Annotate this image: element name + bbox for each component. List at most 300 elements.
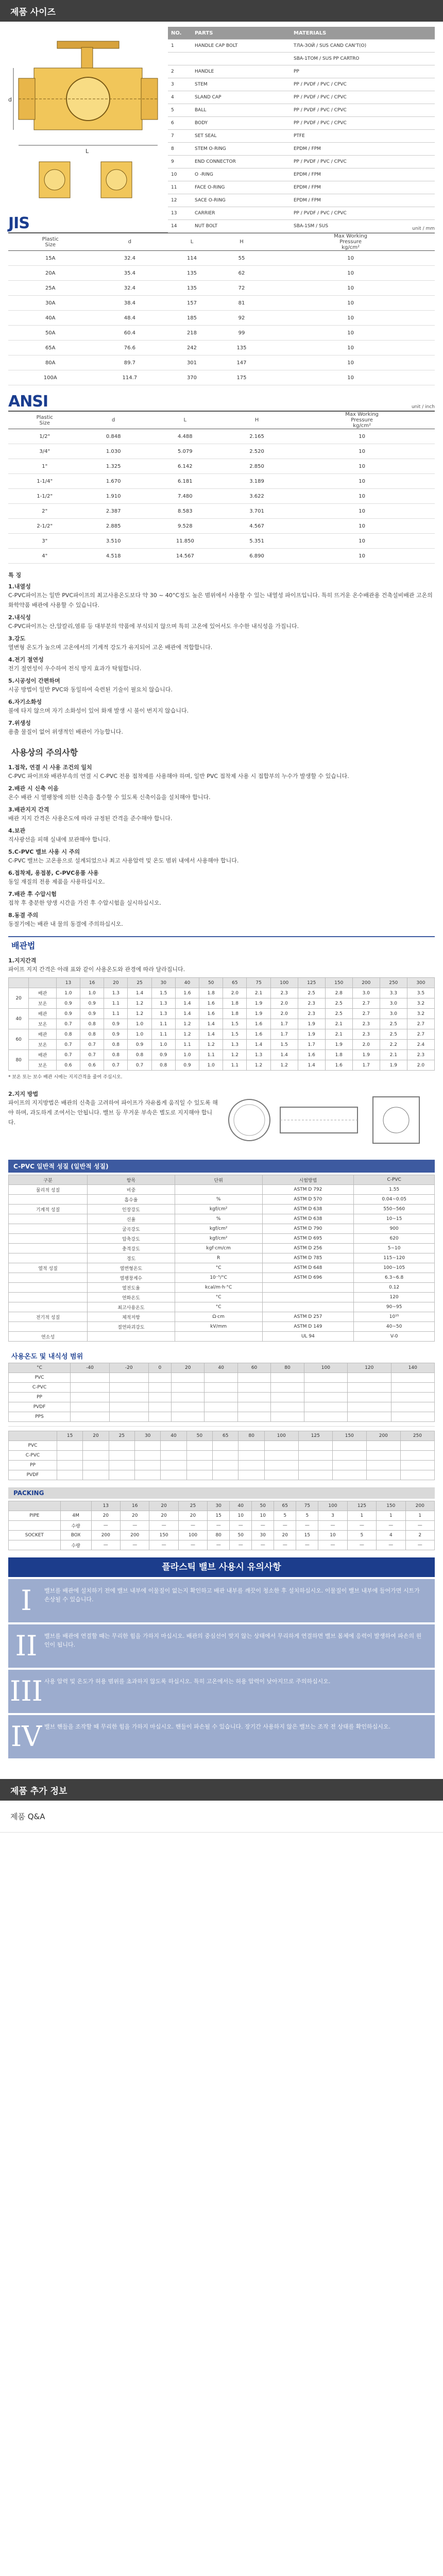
support-col-header [29, 978, 57, 988]
support-cell: 1.4 [175, 1009, 199, 1019]
support-cell: 2.7 [407, 1019, 434, 1029]
support-cell: 2.3 [407, 1050, 434, 1060]
cpvc-cell: kgf·cm/cm [175, 1244, 262, 1253]
cpvc-cell: ASTM D 638 [262, 1205, 354, 1214]
support-col-header: 75 [247, 978, 270, 988]
feature-item-title: 3.강도 [8, 635, 26, 642]
part-name: BALL [192, 104, 291, 117]
temp-cell [205, 1412, 237, 1422]
support-cell: 1.7 [298, 1040, 325, 1050]
chem-cell [57, 1461, 82, 1470]
feature-item-title: 6.자기소화성 [8, 699, 42, 705]
part-material: PP / PVDF / PVC / CPVC [291, 156, 435, 168]
support-cell: 1.4 [175, 998, 199, 1009]
support-col-header: 16 [80, 978, 104, 988]
support-cell: 1.8 [223, 1009, 247, 1019]
chem-cell: C-PVC [9, 1451, 57, 1461]
packing-col-header: 150 [377, 1501, 405, 1511]
cpvc-cell: kgf/cm² [175, 1234, 262, 1244]
jis-cell: 10 [266, 266, 435, 281]
packing-cell: 20 [149, 1511, 178, 1521]
cpvc-cell: 물리적 성질 [9, 1185, 88, 1195]
support-row [9, 1009, 435, 1019]
chem-cell [366, 1470, 400, 1480]
jis-cell: 185 [167, 311, 217, 326]
jis-cell: 32.4 [92, 281, 167, 296]
packing-cell: — [318, 1521, 347, 1531]
jis-cell: 10 [266, 370, 435, 385]
packing-cell: 2 [405, 1531, 435, 1540]
cpvc-cell [9, 1244, 88, 1253]
cpvc-cell [9, 1293, 88, 1302]
temp-cell [391, 1393, 435, 1402]
cpvc-cell: 연소성 [9, 1332, 88, 1342]
warning-number: III [10, 1675, 43, 1707]
warning-text: 밸브를 배관에 연결할 때는 무리한 힘을 가하지 마십시오. 배관의 중심선이 맞지 않는 상태에서 무리하게 연결하면 밸브 몸체에 응력이 발생하여 파손의 원인이 됩니다. [44, 1633, 422, 1648]
temp-cell [304, 1402, 347, 1412]
jis-cell: 89.7 [92, 355, 167, 370]
qna-title: 제품 Q&A [10, 1812, 45, 1821]
part-name [192, 53, 291, 65]
chem-row [9, 1470, 435, 1480]
support-cell: 3.3 [380, 988, 407, 998]
jis-cell: 35.4 [92, 266, 167, 281]
temp-cell [271, 1402, 304, 1412]
jis-cell: 72 [217, 281, 267, 296]
temp-cell: PVC [9, 1373, 71, 1383]
support-cell: 1.0 [128, 1029, 151, 1040]
cpvc-cell [262, 1302, 354, 1312]
jis-col-header: Plastic Size [8, 233, 92, 251]
cpvc-cell: 0.04~0.05 [354, 1195, 435, 1205]
packing-cell: 30 [252, 1531, 274, 1540]
ansi-cell: 1" [8, 459, 81, 474]
jis-title: JIS [8, 214, 29, 232]
support-cell: 1.3 [151, 998, 175, 1009]
cpvc-cell: V-0 [354, 1332, 435, 1342]
ansi-cell: 10 [289, 519, 435, 534]
temp-col-header: 80 [271, 1363, 304, 1373]
parts-header-no: NO. [168, 27, 192, 40]
cpvc-cell [9, 1224, 88, 1234]
support-row [9, 1019, 435, 1029]
part-name: O -RING [192, 168, 291, 181]
temp-cell [237, 1373, 270, 1383]
part-material: SBA-1SM / SUS [291, 220, 435, 233]
temp-cell [348, 1393, 391, 1402]
packing-cell: 10 [230, 1511, 252, 1521]
chem-cell [161, 1461, 186, 1470]
temp-cell [271, 1412, 304, 1422]
chem-cell [264, 1470, 298, 1480]
packing-cell: 100 [178, 1531, 207, 1540]
cpvc-cell [9, 1195, 88, 1205]
support-cell: 2.7 [352, 998, 380, 1009]
jis-cell: 25A [8, 281, 92, 296]
temp-cell [109, 1383, 148, 1393]
support-temp: 40 [9, 1009, 29, 1029]
cpvc-cell: 0.12 [354, 1283, 435, 1293]
support-cell: 1.9 [247, 1009, 270, 1019]
ansi-cell: 1.910 [81, 489, 145, 504]
packing-col-header: 200 [405, 1501, 435, 1511]
support-cell: 1.5 [151, 988, 175, 998]
cpvc-cell [175, 1332, 262, 1342]
ansi-cell: 4" [8, 549, 81, 564]
ansi-cell: 14.567 [146, 549, 225, 564]
chem-cell: PP [9, 1461, 57, 1470]
packing-cell: — [296, 1540, 318, 1550]
temp-cell [172, 1393, 205, 1402]
temp-cell [205, 1402, 237, 1412]
ansi-col-header: Plastic Size [8, 411, 81, 429]
ansi-cell: 10 [289, 549, 435, 564]
cpvc-row [9, 1273, 435, 1283]
jis-row [8, 341, 435, 355]
feature-item-text: 불에 타지 않으며 자기 소화성이 있어 화재 발생 시 불이 번지지 않습니다. [8, 707, 189, 714]
temp-cell [348, 1383, 391, 1393]
temp-cell [391, 1402, 435, 1412]
temp-cell [71, 1412, 110, 1422]
support-cell: 1.2 [128, 1009, 151, 1019]
temp-row [9, 1412, 435, 1422]
cpvc-cell [262, 1293, 354, 1302]
support-col-header: 50 [199, 978, 223, 988]
support-cell: 1.1 [151, 1019, 175, 1029]
chem-cell [161, 1470, 186, 1480]
support-cell: 3.2 [407, 998, 434, 1009]
ansi-cell: 10 [289, 429, 435, 444]
caution-item-title: 7.배관 후 수압시험 [8, 891, 57, 897]
packing-col-header: 125 [347, 1501, 376, 1511]
jis-cell: 10 [266, 251, 435, 266]
part-material: PP / PVDF / PVC / CPVC [291, 117, 435, 130]
cpvc-cell: 열팽창계수 [88, 1273, 175, 1283]
ansi-table [8, 411, 435, 564]
ansi-cell: 2.850 [225, 459, 289, 474]
caution-item-title: 2.배관 시 신축 이음 [8, 785, 59, 792]
packing-row [9, 1540, 435, 1550]
ansi-cell: 1.030 [81, 444, 145, 459]
ansi-row [8, 474, 435, 489]
jis-row [8, 326, 435, 341]
packing-cell: — [377, 1521, 405, 1531]
packing-cell: — [274, 1521, 296, 1531]
jis-row [8, 296, 435, 311]
chem-cell [109, 1441, 134, 1451]
packing-cell: 15 [208, 1511, 230, 1521]
jis-col-header: d [92, 233, 167, 251]
support-cell: 보온 [29, 1040, 57, 1050]
packing-col-header [9, 1501, 61, 1511]
support-cell: 1.4 [270, 1050, 298, 1060]
part-material: EPDM / FPM [291, 181, 435, 194]
ansi-cell: 3.189 [225, 474, 289, 489]
cpvc-cell: 전기적 성질 [9, 1312, 88, 1322]
part-no: 5 [168, 104, 192, 117]
jis-row [8, 266, 435, 281]
support-cell: 1.3 [223, 1040, 247, 1050]
chem-cell [186, 1470, 212, 1480]
temp-row [9, 1383, 435, 1393]
cpvc-cell: 1.55 [354, 1185, 435, 1195]
support-cell: 1.9 [298, 1029, 325, 1040]
jis-row [8, 311, 435, 326]
feature-item-title: 1.내열성 [8, 583, 31, 590]
feature-item-title: 4.전기 절연성 [8, 656, 44, 663]
cpvc-heading: C-PVC 일반적 성질 (일반적 성질) [8, 1160, 435, 1173]
support-method-text [8, 1087, 218, 1154]
cpvc-cell: 620 [354, 1234, 435, 1244]
packing-cell: 80 [208, 1531, 230, 1540]
feature-item-text: C-PVC파이프는 일반 PVC파이프의 최고사용온도보다 약 30 ~ 40°C정도 높은 범위에서 사용할 수 있는 내열성 파이프입니다. 특히 뜨거운 온수배관용 건축설비배관 고온의 화학약품 배관에 사용할 수 있습니다. [8, 592, 433, 608]
ansi-col-header: Max Working Pressure kg/cm² [289, 411, 435, 429]
chem-col-header: 65 [213, 1431, 238, 1441]
jis-table [8, 232, 435, 385]
cpvc-row [9, 1195, 435, 1205]
part-no: 12 [168, 194, 192, 207]
cpvc-row [9, 1205, 435, 1214]
jis-col-header: H [217, 233, 267, 251]
cpvc-cell: ASTM D 785 [262, 1253, 354, 1263]
packing-cell [9, 1521, 61, 1531]
support-cell: 3.5 [407, 988, 434, 998]
support-cell: 1.9 [352, 1050, 380, 1060]
jis-cell: 114 [167, 251, 217, 266]
support-cell: 1.6 [199, 1009, 223, 1019]
support-cell: 0.7 [80, 1040, 104, 1050]
packing-cell: 15 [296, 1531, 318, 1540]
cpvc-cell: 90~95 [354, 1302, 435, 1312]
chem-col-header [9, 1431, 57, 1441]
support-cell: 0.9 [56, 998, 80, 1009]
ansi-col-header: d [81, 411, 145, 429]
chem-row [9, 1441, 435, 1451]
packing-cell: 1 [377, 1511, 405, 1521]
temp-cell [205, 1373, 237, 1383]
support-cell: 1.6 [325, 1060, 352, 1071]
ansi-cell: 7.480 [146, 489, 225, 504]
cpvc-cell [9, 1234, 88, 1244]
support-cell: 1.7 [270, 1029, 298, 1040]
temp-cell [172, 1383, 205, 1393]
temp-cell [304, 1412, 347, 1422]
packing-cell: — [377, 1540, 405, 1550]
temp-cell [205, 1383, 237, 1393]
support-cell: 1.4 [199, 1019, 223, 1029]
chem-col-header: 50 [186, 1431, 212, 1441]
cpvc-cell [9, 1273, 88, 1283]
jis-cell: 10 [266, 326, 435, 341]
cpvc-cell: ASTM D 257 [262, 1312, 354, 1322]
parts-row [168, 53, 435, 65]
temp-col-header: 40 [205, 1363, 237, 1373]
cpvc-cell: °C [175, 1263, 262, 1273]
support-cell: 1.8 [199, 988, 223, 998]
cpvc-row [9, 1312, 435, 1322]
chem-cell [264, 1441, 298, 1451]
support-cell: 0.8 [80, 1019, 104, 1029]
cpvc-cell: °C [175, 1293, 262, 1302]
part-material: PP / PVDF / PVC / CPVC [291, 78, 435, 91]
part-name: STEM O-RING [192, 143, 291, 156]
cpvc-row [9, 1185, 435, 1195]
jis-cell: 30A [8, 296, 92, 311]
packing-cell: 20 [91, 1511, 120, 1521]
temp-cell [391, 1412, 435, 1422]
ansi-cell: 1-1/2" [8, 489, 81, 504]
support-cell: 1.9 [247, 998, 270, 1009]
feature-item-text: 용출 물질이 없어 위생적인 배관이 가능합니다. [8, 728, 123, 735]
caution-item-text: 접착 후 충분한 양생 시간을 가진 후 수압시험을 실시하십시오. [8, 900, 162, 906]
valve-drawing [8, 27, 163, 202]
part-name: FACE O-RING [192, 181, 291, 194]
warning-text: 밸브를 배관에 설치하기 전에 밸브 내부에 이물질이 없는지 확인하고 배관 내부를 깨끗이 청소한 후 설치하십시오. 이물질이 밸브 내부에 들어가면 시트가 손상될 수 있습니다. [44, 1587, 420, 1603]
packing-cell: — [405, 1521, 435, 1531]
ansi-cell: 8.583 [146, 504, 225, 519]
support-cell: 1.2 [128, 998, 151, 1009]
support-col-header: 150 [325, 978, 352, 988]
ansi-cell: 3" [8, 534, 81, 549]
piping-heading: 배관법 [8, 936, 435, 953]
support-cell: 2.1 [325, 1019, 352, 1029]
temp-cell [271, 1393, 304, 1402]
jis-col-header: Max Working Pressure kg/cm² [266, 233, 435, 251]
support-col-header: 300 [407, 978, 434, 988]
jis-cell: 48.4 [92, 311, 167, 326]
cpvc-cell: ASTM D 695 [262, 1234, 354, 1244]
jis-cell: 20A [8, 266, 92, 281]
support-cell: 0.8 [56, 1029, 80, 1040]
ansi-cell: 3.622 [225, 489, 289, 504]
part-name: SACE O-RING [192, 194, 291, 207]
jis-cell: 15A [8, 251, 92, 266]
cpvc-cell: 압축강도 [88, 1234, 175, 1244]
caution-item-text: C-PVC 밸브는 고온용으로 설계되었으나 최고 사용압력 및 온도 범위 내에서 사용해야 합니다. [8, 857, 239, 864]
packing-col-header [60, 1501, 91, 1511]
chem-col-header: 20 [83, 1431, 109, 1441]
feature-item-text: 시공 방법이 일반 PVC와 동일하여 숙련된 기술이 필요치 않습니다. [8, 686, 173, 693]
parts-row [168, 207, 435, 220]
support-cell: 1.8 [325, 1050, 352, 1060]
cpvc-row [9, 1263, 435, 1273]
support-cell: 2.0 [270, 1009, 298, 1019]
chem-cell [161, 1451, 186, 1461]
support-cell: 2.5 [298, 988, 325, 998]
packing-cell: 5 [347, 1531, 376, 1540]
temp-cell [148, 1393, 171, 1402]
parts-row [168, 194, 435, 207]
cpvc-cell: ASTM D 790 [262, 1224, 354, 1234]
cpvc-cell [9, 1283, 88, 1293]
support-temp: 80 [9, 1050, 29, 1071]
part-material: SBA-1TOM / SUS PP CARTRO [291, 53, 435, 65]
jis-cell: 157 [167, 296, 217, 311]
cpvc-cell: UL 94 [262, 1332, 354, 1342]
section-header-product-size [0, 0, 443, 22]
cpvc-cell: 신율 [88, 1214, 175, 1224]
jis-cell: 100A [8, 370, 92, 385]
cpvc-cell: Ω·cm [175, 1312, 262, 1322]
ansi-row [8, 519, 435, 534]
parts-header-part: PARTS [192, 27, 291, 40]
ansi-cell: 9.528 [146, 519, 225, 534]
temp-cell [109, 1393, 148, 1402]
packing-col-header: 20 [149, 1501, 178, 1511]
cpvc-row [9, 1253, 435, 1263]
cpvc-cell: kgf/cm² [175, 1205, 262, 1214]
jis-cell: 242 [167, 341, 217, 355]
part-name: SLAND CAP [192, 91, 291, 104]
temp-cell: PVDF [9, 1402, 71, 1412]
support-cell: 2.7 [352, 1009, 380, 1019]
jis-unit: unit / mm [412, 226, 435, 231]
part-no: 1 [168, 40, 192, 53]
caution-item-text: 온수 배관 시 열팽창에 의한 신축을 흡수할 수 있도록 신축이음을 설치해야 합니다. [8, 794, 211, 801]
packing-col-header: 40 [230, 1501, 252, 1511]
section-header-more-info [0, 1779, 443, 1801]
chem-cell [134, 1451, 160, 1461]
cpvc-cell: 120 [354, 1293, 435, 1302]
product-size-body [0, 27, 443, 1758]
support-cell: 1.6 [298, 1050, 325, 1060]
support-cell: 1.5 [223, 1029, 247, 1040]
support-cell: 1.1 [175, 1040, 199, 1050]
cpvc-row [9, 1214, 435, 1224]
feature-item-text: 전기 절연성이 우수하여 전식 방지 효과가 탁월합니다. [8, 665, 142, 672]
cpvc-cell: 열전도율 [88, 1283, 175, 1293]
packing-cell: — [252, 1540, 274, 1550]
jis-cell: 301 [167, 355, 217, 370]
packing-row [9, 1511, 435, 1521]
packing-cell: — [91, 1540, 120, 1550]
chem-cell [161, 1441, 186, 1451]
packing-cell: 50 [230, 1531, 252, 1540]
caution-item-title: 5.C-PVC 밸브 사용 시 주의 [8, 849, 80, 855]
support-cell: 1.4 [128, 988, 151, 998]
chem-cell: PVC [9, 1441, 57, 1451]
parts-row [168, 220, 435, 233]
packing-cell: — [230, 1521, 252, 1531]
qna-row[interactable] [0, 1801, 443, 1833]
chem-cell [83, 1441, 109, 1451]
temp-cell [237, 1393, 270, 1402]
part-no: 11 [168, 181, 192, 194]
packing-cell: — [178, 1521, 207, 1531]
jis-cell: 99 [217, 326, 267, 341]
cpvc-cell: 5~10 [354, 1244, 435, 1253]
cautions-list [8, 763, 435, 929]
packing-cell: — [405, 1540, 435, 1550]
packing-cell: SOCKET [9, 1531, 61, 1540]
cpvc-cell: ASTM D 638 [262, 1214, 354, 1224]
chem-cell [238, 1441, 264, 1451]
support-cell: 3.0 [380, 1009, 407, 1019]
packing-col-header: 25 [178, 1501, 207, 1511]
chem-cell [298, 1470, 332, 1480]
chem-cell [213, 1451, 238, 1461]
support-col-header: 30 [151, 978, 175, 988]
chem-cell [134, 1470, 160, 1480]
ansi-cell: 1/2" [8, 429, 81, 444]
divider [8, 1426, 435, 1427]
caution-item-title: 1.접착, 연결 시 사용 조건의 일치 [8, 764, 92, 771]
cpvc-col-header: 구분 [9, 1175, 88, 1185]
part-no: 4 [168, 91, 192, 104]
ansi-col-header: L [146, 411, 225, 429]
support-cell: 3.0 [352, 988, 380, 998]
support-cell: 1.1 [199, 1050, 223, 1060]
